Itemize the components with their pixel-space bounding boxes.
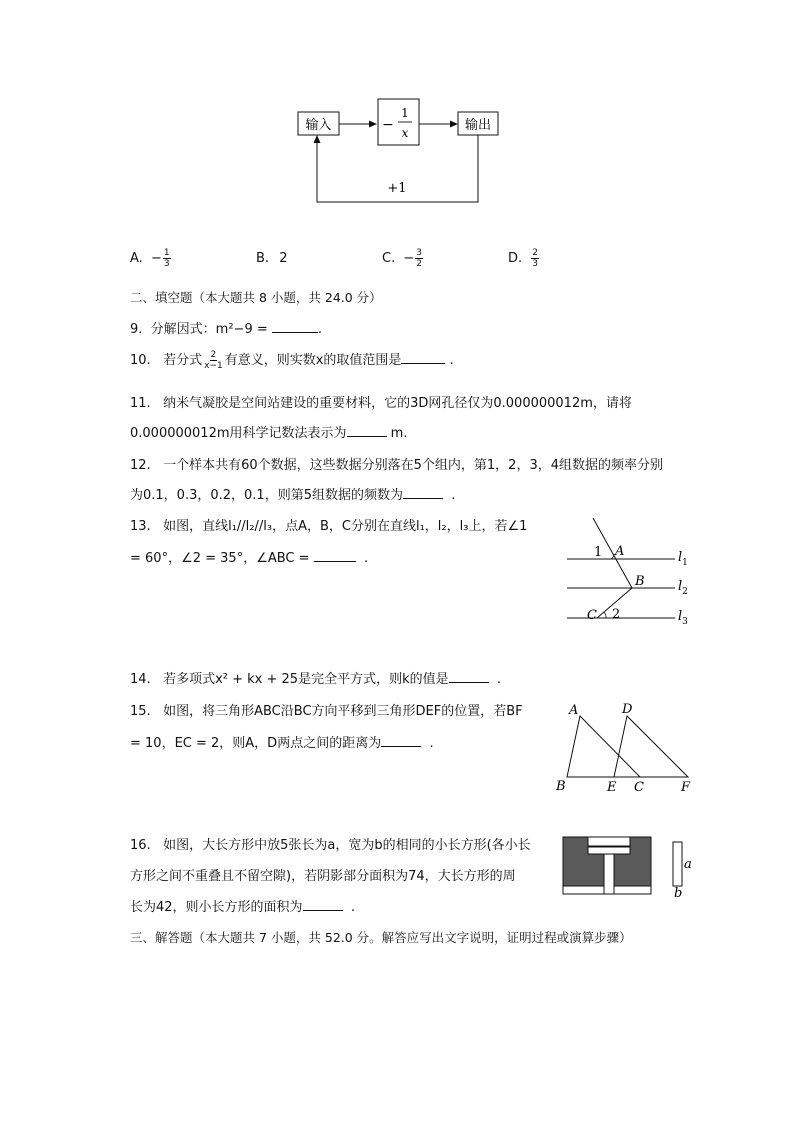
question-9: 9. 分解因式：m²−9 = . — [130, 322, 323, 337]
input-label: 输入 — [305, 118, 332, 133]
question-15-line1: 15. 如图，将三角形ABC沿BC方向平移到三角形DEF的位置，若BF — [130, 704, 523, 719]
parallel-lines-figure — [562, 514, 702, 630]
small-rectangle — [673, 842, 682, 886]
question-13-line1: 13. 如图，直线l₁//l₂//l₃，点A，B，C分别在直线l₁，l₂，l₃上，若∠1 — [130, 519, 528, 534]
point-d-label: D — [622, 702, 633, 717]
answer-blank[interactable] — [314, 549, 356, 562]
section-3-title: 三、解答题（本大题共 7 小题，共 52.0 分。解答应写出文字说明，证明过程或演算步骤） — [130, 930, 632, 945]
point-e-label: E — [607, 780, 617, 795]
point-a-label: A — [569, 703, 579, 718]
point-c-label: C — [587, 608, 597, 623]
option-d: D. $\frac{2}{3}$ — [508, 248, 539, 269]
question-16-line1: 16. 如图，大长方形中放5张长为a，宽为b的相同的小长方形(各小长 — [130, 838, 531, 853]
bottom-left-rect — [563, 886, 604, 894]
point-b-label: B — [556, 779, 566, 794]
operation-sign: − — [382, 117, 394, 133]
question-12-line1: 12. 一个样本共有60个数据，这些数据分别落在5个组内，第1，2，3，4组数据的频率分别 — [130, 458, 663, 473]
answer-blank[interactable] — [403, 486, 443, 499]
answer-blank[interactable] — [272, 320, 318, 333]
bottom-right-rect — [614, 886, 651, 894]
translated-triangles-figure — [552, 700, 700, 796]
point-c-label: C — [634, 780, 644, 795]
rectangles-figure — [560, 834, 700, 900]
point-b-label: B — [635, 574, 645, 589]
feedback-label: +1 — [387, 181, 407, 196]
angle-2-label: 2 — [612, 607, 621, 622]
angle-1-label: 1 — [594, 545, 603, 560]
question-11-line2: 0.000000012m用科学记数法表示为 m. — [130, 426, 408, 441]
t-crossbar-rect — [588, 847, 630, 854]
question-10: 10. 若分式 $\frac{2}{x-1}$ 有意义，则实数x的取值范围是 . — [130, 350, 454, 371]
operation-denominator: x — [401, 126, 409, 140]
answer-blank[interactable] — [347, 424, 387, 437]
flowchart-diagram — [290, 95, 510, 210]
option-c: C. − $\frac{3}{2}$ — [382, 248, 422, 269]
l3-label: $l_3$ — [678, 609, 688, 627]
side-a-label: a — [684, 857, 692, 872]
triangle-def — [614, 716, 688, 777]
point-a-label: A — [615, 544, 625, 559]
question-14: 14. 若多项式x² + kx + 25是完全平方式，则k的值是 . — [130, 672, 502, 687]
l1-label: $l_1$ — [678, 550, 688, 568]
question-11-line1: 11. 纳米气凝胶是空间站建设的重要材料，它的3D网孔径仅为0.000000012m，请将 — [130, 396, 632, 411]
operation-numerator: 1 — [401, 106, 409, 120]
question-16-line2: 方形之间不重叠且不留空隙)，若阴影部分面积为74，大长方形的周 — [130, 869, 516, 884]
answer-blank[interactable] — [303, 898, 343, 911]
answer-blank[interactable] — [449, 670, 489, 683]
triangle-abc — [567, 716, 640, 777]
answer-blank[interactable] — [381, 734, 421, 747]
side-b-label: b — [674, 886, 683, 900]
question-13-line2: = 60°，∠2 = 35°，∠ABC = . — [130, 551, 369, 566]
question-16-line3: 长为42，则小长方形的面积为 . — [130, 900, 355, 915]
output-label: 输出 — [464, 118, 492, 133]
option-b: B. 2 — [256, 251, 288, 266]
top-horizontal-rect — [588, 837, 630, 846]
question-15-line2: = 10，EC = 2，则A，D两点之间的距离为 . — [130, 736, 434, 751]
option-a: A. − $\frac{1}{3}$ — [130, 248, 170, 269]
section-2-title: 二、填空题（本大题共 8 小题，共 24.0 分） — [130, 290, 382, 305]
point-f-label: F — [681, 780, 691, 795]
t-stem-rect — [604, 854, 614, 894]
answer-blank[interactable] — [401, 351, 445, 364]
l2-label: $l_2$ — [678, 579, 688, 597]
question-12-line2: 为0.1，0.3，0.2，0.1，则第5组数据的频数为 . — [130, 488, 456, 503]
